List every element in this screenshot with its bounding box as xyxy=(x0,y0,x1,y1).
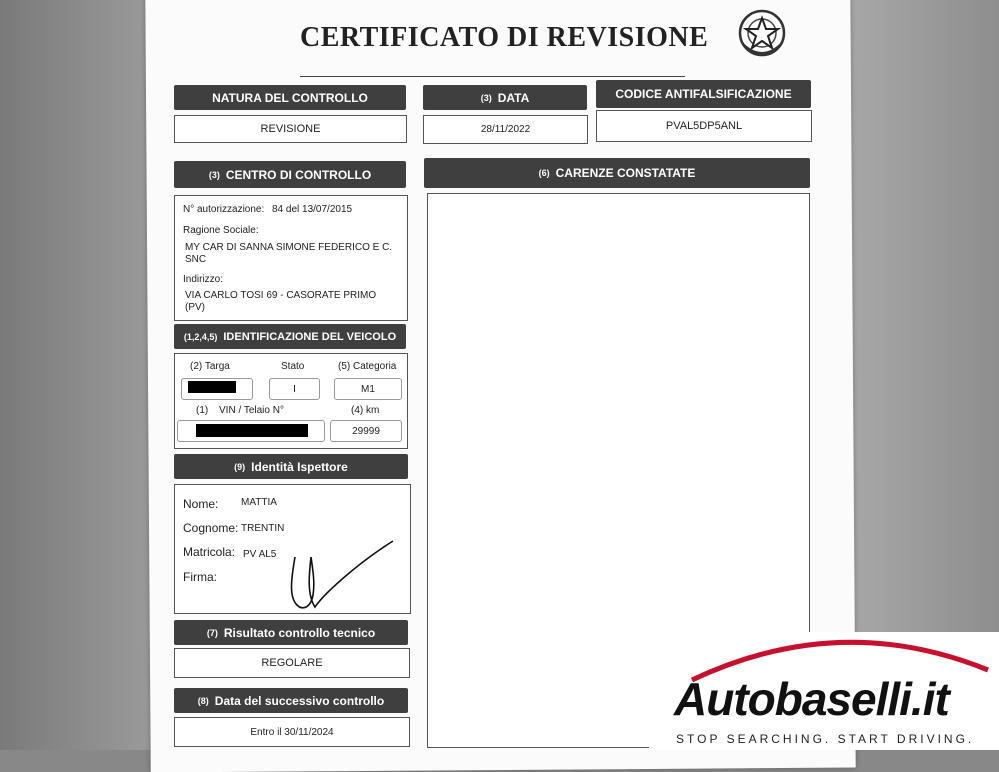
centro-header xyxy=(174,161,406,188)
data-header xyxy=(423,85,587,110)
vin-label: VIN / Telaio N° xyxy=(219,405,284,416)
successivo-header xyxy=(174,688,408,713)
risultato-header xyxy=(174,620,408,645)
vin-field xyxy=(177,420,325,442)
successivo-header-label: Data del successivo controllo xyxy=(214,693,385,708)
ragione-line2: SNC xyxy=(185,254,207,265)
successivo-header-num: (8) xyxy=(197,695,209,706)
risultato-header-label: Risultato controllo tecnico xyxy=(223,625,376,640)
targa-redaction xyxy=(188,381,236,393)
risultato-header-num: (7) xyxy=(206,627,218,638)
targa-field xyxy=(181,378,253,400)
categoria-label: (5) Categoria xyxy=(338,361,397,372)
km-label: (4) km xyxy=(351,405,380,416)
watermark-brand: Autobaselli.it xyxy=(674,673,949,725)
stato-label: Stato xyxy=(281,361,305,372)
indirizzo-line2: (PV) xyxy=(185,302,205,313)
natura-value: REVISIONE xyxy=(174,115,407,143)
targa-label: (2) Targa xyxy=(190,361,230,372)
ragione-label: Ragione Sociale: xyxy=(183,225,259,236)
veicolo-header-label: IDENTIFICAZIONE DEL VEICOLO xyxy=(223,330,397,343)
ispettore-header xyxy=(174,454,408,479)
vin-num: (1) xyxy=(196,405,209,416)
data-header-num: (3) xyxy=(480,92,492,103)
indirizzo-line1: VIA CARLO TOSI 69 - CASORATE PRIMO xyxy=(185,290,377,301)
cognome-label: Cognome: xyxy=(183,521,239,535)
nome-label: Nome: xyxy=(183,497,219,511)
signature xyxy=(285,535,400,615)
document-title: CERTIFICATO DI REVISIONE xyxy=(300,22,709,53)
successivo-value: Entro il 30/11/2024 xyxy=(174,717,410,747)
ispettore-header-num: (9) xyxy=(234,461,246,472)
data-value: 28/11/2022 xyxy=(423,115,588,144)
risultato-value: REGOLARE xyxy=(174,648,410,678)
categoria-field: M1 xyxy=(334,378,402,400)
centro-header-num: (3) xyxy=(208,169,220,180)
centro-header-label: CENTRO DI CONTROLLO xyxy=(225,167,372,182)
watermark-tagline: STOP SEARCHING. START DRIVING. xyxy=(676,732,975,746)
matricola-label: Matricola: xyxy=(183,545,236,559)
autorizzazione-value: 84 del 13/07/2015 xyxy=(272,204,353,215)
ragione-line1: MY CAR DI SANNA SIMONE FEDERICO E C. xyxy=(185,242,393,253)
carenze-header-label: CARENZE CONSTATATE xyxy=(555,166,696,180)
background-left xyxy=(0,0,150,750)
data-header-label: DATA xyxy=(497,90,530,105)
italian-emblem-icon xyxy=(735,4,789,62)
veicolo-header-num: (1,2,4,5) xyxy=(183,331,218,342)
indirizzo-label: Indirizzo: xyxy=(183,274,224,285)
vin-redaction xyxy=(196,424,308,437)
km-field: 29999 xyxy=(330,420,402,442)
stato-field: I xyxy=(269,378,320,400)
codice-header-label: CODICE ANTIFALSIFICAZIONE xyxy=(615,87,792,101)
nome-value: MATTIA xyxy=(241,497,277,508)
codice-value: PVAL5DP5ANL xyxy=(596,110,812,142)
firma-label: Firma: xyxy=(183,570,217,584)
natura-header-label: NATURA DEL CONTROLLO xyxy=(212,90,368,105)
cognome-value: TRENTIN xyxy=(241,523,285,534)
codice-header xyxy=(596,80,811,108)
carenze-header xyxy=(424,158,810,188)
carenze-header-num: (6) xyxy=(538,168,550,178)
autorizzazione-label: N° autorizzazione: xyxy=(183,204,265,215)
veicolo-header xyxy=(174,324,406,349)
natura-header xyxy=(174,85,406,110)
matricola-value: PV AL5 xyxy=(243,549,277,560)
title-divider xyxy=(300,76,685,77)
ispettore-header-label: Identità Ispettore xyxy=(251,459,348,474)
